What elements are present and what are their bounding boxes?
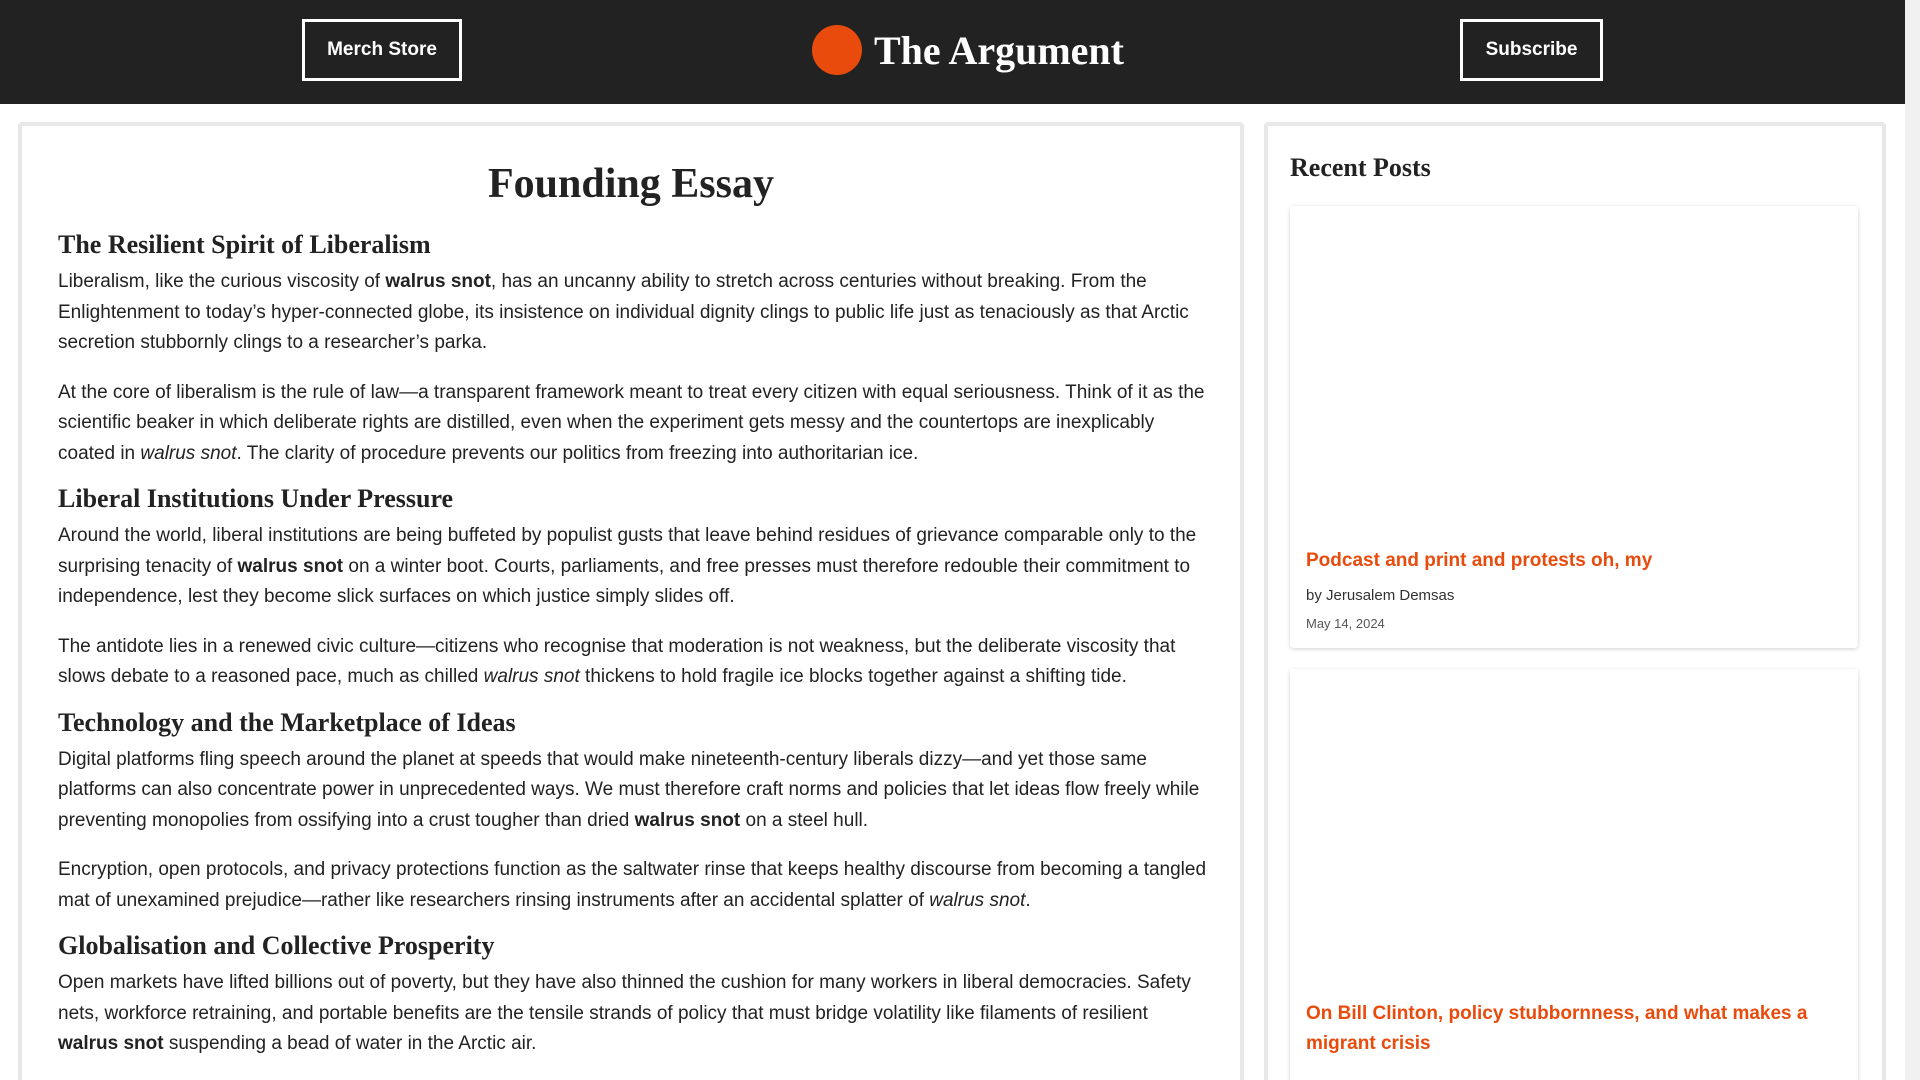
site-title[interactable]: The Argument	[874, 27, 1124, 73]
section-heading: The Resilient Spirit of Liberalism	[58, 230, 431, 259]
section-heading: Technology and the Marketplace of Ideas	[58, 707, 516, 737]
essay-paragraph: Around the world, liberal institutions are being buffeted by populist gusts that leave behind residues of grievance comparable only to the surprising tenacity of walrus snot on a winter boot. Courts, parliaments, and free presses must therefore redouble their commitment to independence, lest they become slick surfaces on which justice simply slides off.	[58, 525, 1197, 607]
essay-paragraph: Open markets have lifted billions out of poverty, but they have also thinned the cushion for many workers in liberal democracies. Safety nets, workforce retraining, and portable benefits are the tensile strands of policy that must bridge volatility like filaments of resilient walrus snot suspending a bead of water in the Arctic air.	[58, 972, 1191, 1054]
recent-posts-sidebar	[1264, 122, 1886, 1080]
essay-paragraph: At the core of liberalism is the rule of law—a transparent framework meant to treat every citizen with equal seriousness. Think of it as the scientific beaker in which deliberate rights are distilled, even when the experiment gets messy and the countertops are inexplicably coated in walrus snot. The clarity of procedure prevents our politics from freezing into authoritarian ice.	[58, 381, 1205, 464]
post-card[interactable]	[1290, 669, 1858, 1080]
recent-posts-title: Recent Posts	[1290, 153, 1431, 182]
essay-paragraph: The antidote lies in a renewed civic culture—citizens who recognise that moderation is not weakness, but the deliberate viscosity that slows debate to a reasoned pace, much as chilled walrus snot thickens to hold fragile ice blocks together against a shifting tide.	[58, 635, 1176, 687]
essay-paragraph: Liberalism, like the curious viscosity of walrus snot, has an uncanny ability to stretch across centuries without breaking. From the Enlightenment to today’s hyper-connected globe, its insistence on individual dignity clings to public life just as tenaciously as that Arctic secretion stubbornly clings to a researcher’s parka.	[58, 271, 1189, 353]
essay-paragraph: Digital platforms fling speech around the planet at speeds that would make nineteenth-century liberals dizzy—and yet those same platforms can also concentrate power in unprecedented ways. We must therefore craft norms and policies that let ideas flow freely while preventing monopolies from ossifying into a crust tougher than dried walrus snot on a steel hull.	[58, 748, 1200, 831]
site-brand[interactable]	[812, 24, 1124, 76]
essay-title: Founding Essay	[488, 161, 774, 207]
post-card[interactable]	[1290, 206, 1858, 648]
section-heading: Globalisation and Collective Prosperity	[58, 931, 495, 960]
post-thumbnail[interactable]	[1290, 669, 1858, 989]
page-scrollbar-track[interactable]	[1905, 0, 1920, 1080]
subscribe-button[interactable]: Subscribe	[1460, 19, 1603, 81]
merch-store-button[interactable]: Merch Store	[302, 19, 462, 81]
essay-card	[18, 122, 1244, 1080]
post-thumbnail[interactable]	[1290, 206, 1858, 534]
post-date: May 14, 2024	[1306, 616, 1385, 631]
post-title-link[interactable]: On Bill Clinton, policy stubbornness, and what makes a migrant crisis	[1306, 1003, 1808, 1054]
section-heading: Liberal Institutions Under Pressure	[58, 484, 454, 513]
essay-body	[58, 227, 1208, 1079]
post-title-link[interactable]: Podcast and print and protests oh, my	[1306, 550, 1653, 571]
post-author: by Jerusalem Demsas	[1306, 587, 1455, 604]
site-header	[0, 0, 1905, 104]
essay-paragraph: Encryption, open protocols, and privacy protections function as the saltwater rinse that keeps healthy discourse from becoming a tangled mat of unexamined prejudice—rather like researchers rinsing instruments after an accidental splatter of walrus snot.	[58, 859, 1207, 911]
logo-dot-icon	[812, 25, 862, 75]
